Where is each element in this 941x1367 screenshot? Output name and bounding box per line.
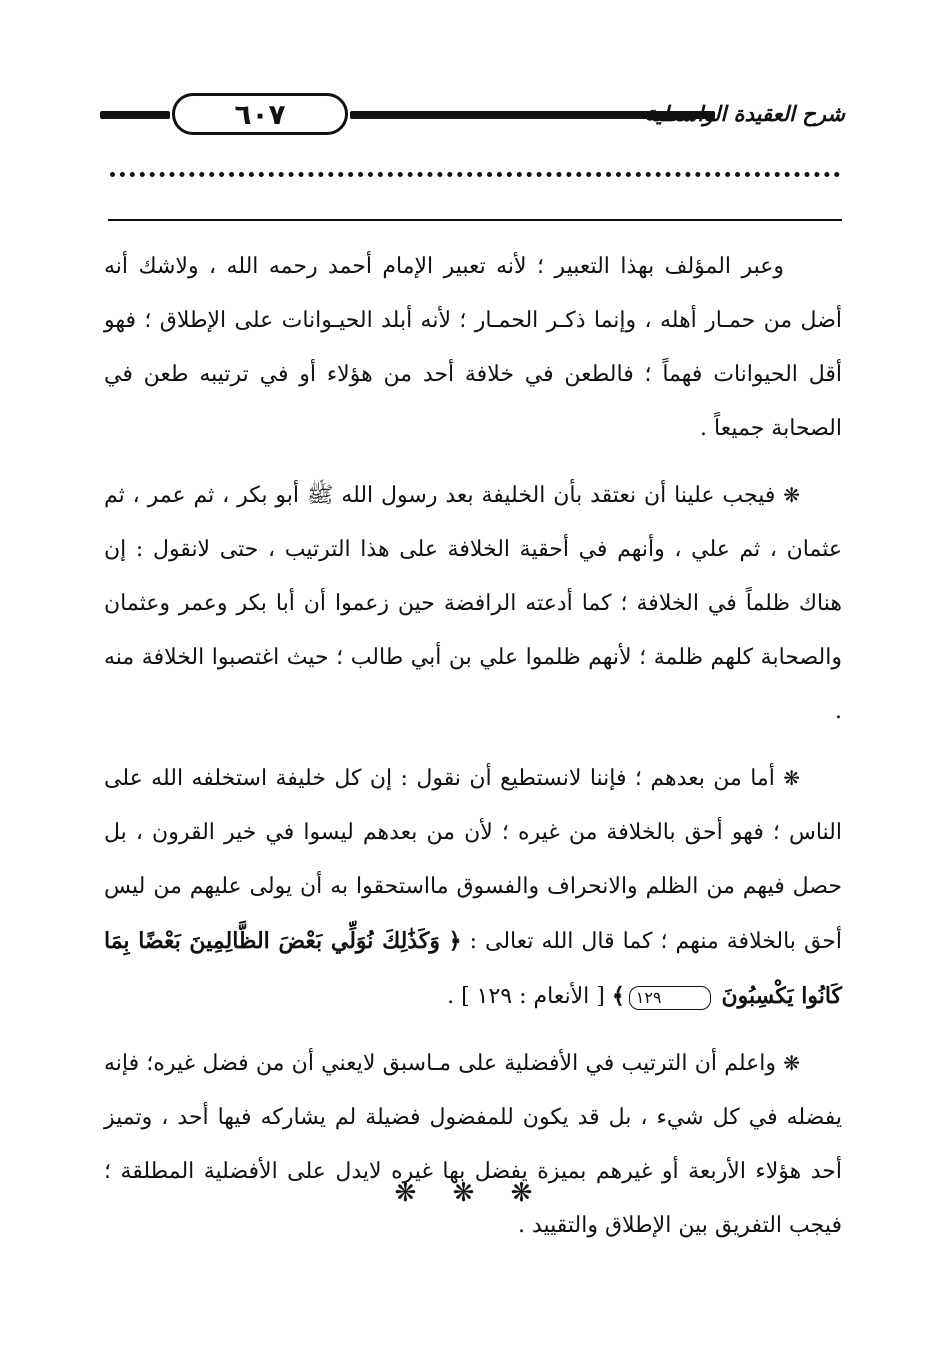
paragraph-text: واعلم أن الترتيب في الأفضلية على مـاسبق لايعني أن من فضل غيره؛ فإنه يفضله في كل شيء ، بل قد يكون للمفضول فضيلة لم يشاركه فيها أحد ، وتميز أحد هؤلاء الأربعة أو غيرهم بميزة يفضل بها غيره لايدل على الأفضلية المطلقة ؛ فيجب التفريق بين الإطلاق والتقييد . bbox=[104, 1051, 842, 1238]
paragraph-1 bbox=[104, 240, 842, 456]
paragraph-4 bbox=[104, 1036, 842, 1253]
verse-citation: [ الأنعام : ١٢٩ ] . bbox=[447, 984, 605, 1009]
header-rule bbox=[108, 219, 842, 221]
page-header bbox=[100, 88, 845, 144]
asterisk-icon: ❋ bbox=[783, 483, 800, 507]
page-content bbox=[104, 240, 842, 1265]
page-number-badge bbox=[172, 93, 348, 135]
quran-verse: ﴿ وَكَذَٰلِكَ نُوَلِّي بَعْضَ الظَّالِمِينَ بَعْضًا بِمَا كَانُوا يَكْسِبُونَ bbox=[104, 928, 842, 1009]
paragraph-text: فيجب علينا أن نعتقد بأن الخليفة بعد رسول الله ﷺ أبو بكر ، ثم عمر ، ثم عثمان ، ثم علي ، وأنهم في أحقية الخلافة على هذا الترتيب ، حتى لانقول : إن هناك ظلماً في الخلافة ؛ كما أدعته الرافضة حين زعموا أن أبا بكر وعمر وعثمان والصحابة كلهم ظلمة ؛ لأنهم ظلموا علي بن أبي طالب ؛ حيث اغتصبوا الخلافة منه . bbox=[104, 483, 842, 724]
paragraph-2 bbox=[104, 468, 842, 739]
verse-number-marker: ١٢٩ bbox=[629, 986, 711, 1010]
asterisk-icon: ❋ bbox=[783, 766, 800, 790]
dotted-divider bbox=[110, 172, 840, 194]
book-title: شرح العقيدة الواسطية bbox=[644, 102, 845, 126]
header-bar-left bbox=[100, 111, 170, 119]
section-separator: ❋ ❋ ❋ bbox=[394, 1178, 547, 1208]
page-number: ٦٠٧ bbox=[234, 97, 286, 131]
paragraph-text: أما من بعدهم ؛ فإننا لانستطيع أن نقول : إن كل خليفة استخلفه الله على الناس ؛ فهو أحق بالخلافة من غيره ؛ لأن من بعدهم ليسوا في خير القرون ، بل حصل فيهم من الظلم والانحراف والفسوق مااستحقوا به أن يولى عليهم من ليس أحق بالخلافة منهم ؛ كما قال الله تعالى : bbox=[104, 766, 843, 954]
asterisk-icon: ❋ bbox=[783, 1051, 800, 1075]
quran-bracket-close: ﴾ bbox=[611, 983, 625, 1009]
paragraph-3 bbox=[104, 751, 842, 1024]
paragraph-text: وعبر المؤلف بهذا التعبير ؛ لأنه تعبير الإمام أحمد رحمه الله ، ولاشك أنه أضل من حمـار أهله ، وإنما ذكـر الحمـار ؛ لأنه أبلد الحيـوانات على الإطلاق ؛ فهو أقل الحيوانات فهماً ؛ فالطعن في خلافة أحد من هؤلاء أو في ترتيبه طعن في الصحابة جميعاً . bbox=[104, 254, 843, 441]
